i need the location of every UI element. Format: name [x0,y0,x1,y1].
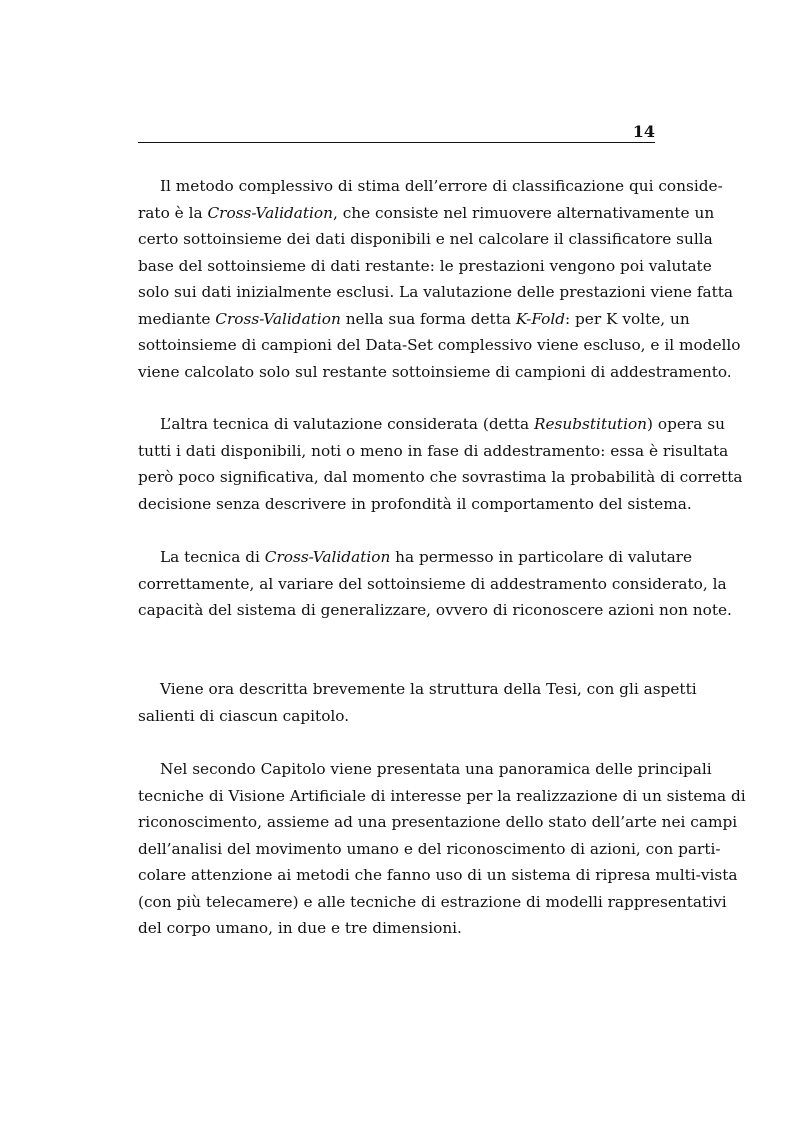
text-run: ) opera su [647,415,725,433]
text-run: solo sui dati inizialmente esclusi. La valutazione delle prestazioni viene fatta [138,283,734,301]
text-run: Il metodo complessivo di stima dell’errore di classificazione qui conside- [160,177,723,195]
text-line [138,226,713,253]
italic-term: Resubstitution [533,415,648,433]
text-line [138,306,690,333]
text-line [138,862,738,889]
text-run: dell’analisi del movimento umano e del riconoscimento di azioni, con parti- [138,839,721,858]
text-run: : per K volte, un [565,309,690,328]
text-run: riconoscimento, assieme ad una presentazione dello stato dell’arte nei campi [138,813,738,831]
text-run: L’altra tecnica di valutazione considerata (detta [160,415,534,433]
text-line [138,836,721,863]
text-run: tecniche di Visione Artificiale di interesse per la realizzazione di un sistema di [138,786,746,805]
text-run: certo sottoinsieme dei dati disponibili e nel calcolare il classificatore sulla [138,230,713,248]
text-line [138,915,655,942]
paragraph-thesis-structure [138,676,697,729]
page-number: 14 [632,122,655,141]
text-run: sottoinsieme di campioni del Data-Set complessivo viene escluso, e il modello [138,336,741,354]
text-line [138,279,734,306]
text-run: correttamente, al variare del sottoinsieme di addestramento considerato, la [138,574,727,593]
text-line [138,756,712,783]
italic-term: K-Fold [515,309,565,328]
text-run: , che consiste nel rimuovere alternativamente un [333,203,715,222]
text-run: del corpo umano, in due e tre dimensioni. [138,919,462,937]
text-run: capacità del sistema di generalizzare, ovvero di riconoscere azioni non note. [138,601,732,619]
text-run: colare attenzione ai metodi che fanno uso di un sistema di ripresa multi-vista [138,866,738,884]
text-line [138,889,727,916]
text-line [138,676,697,703]
text-run: decisione senza descrivere in profondità il comportamento del sistema. [138,494,692,513]
text-line [138,173,723,200]
text-run: viene calcolato solo sul restante sottoinsieme di campioni di addestramento. [138,362,732,381]
text-run: rato è la [138,203,208,222]
paragraph-cross-validation [138,173,741,385]
paragraph-resubstitution [138,411,743,517]
text-run: base del sottoinsieme di dati restante: le prestazioni vengono poi valutate [138,256,712,275]
text-line [138,411,725,438]
text-run: Viene ora descritta brevemente la struttura della Tesi, con gli aspetti [160,680,697,698]
italic-term: Cross-Validation [207,203,333,222]
text-line [138,597,732,624]
italic-term: Cross-Validation [215,309,341,328]
text-line [138,438,729,465]
text-line [138,359,732,386]
text-line [138,491,692,518]
text-line [138,783,746,810]
text-line [138,332,741,359]
text-line [138,464,743,491]
italic-term: Cross-Validation [264,548,391,566]
text-run: tutti i dati disponibili, noti o meno in fase di addestramento: essa è risultata [138,441,729,460]
text-run: Nel secondo Capitolo viene presentata una panoramica delle principali [160,760,712,778]
text-line [138,809,738,836]
text-line [138,253,712,280]
text-run: mediante [138,309,216,328]
text-run: La tecnica di [160,548,265,566]
text-line [138,571,727,598]
text-run: nella sua forma detta [340,309,516,328]
text-line [138,200,715,227]
text-line [138,544,693,571]
text-run: però poco significativa, dal momento che sovrastima la probabilità di corretta [138,468,743,486]
paragraph-chapter-two [138,756,746,942]
paragraph-cross-validation-result [138,544,732,624]
text-run: ha permesso in particolare di valutare [390,548,693,566]
text-run: (con più telecamere) e alle tecniche di estrazione di modelli rappresentativi [138,892,727,911]
header-rule [138,142,655,143]
text-line [138,703,655,730]
text-run: salienti di ciascun capitolo. [138,706,350,725]
